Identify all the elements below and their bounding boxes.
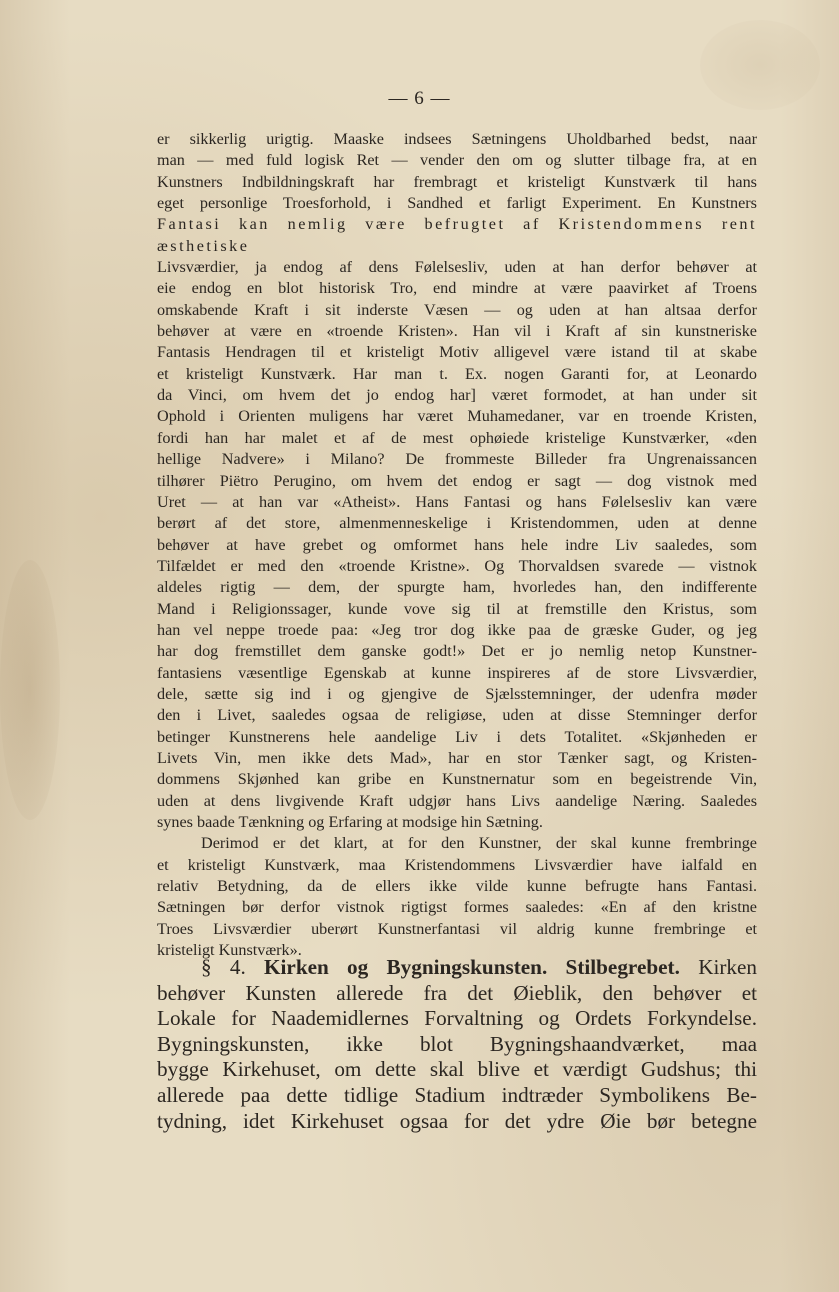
paper-stain <box>0 560 60 820</box>
text-line: synes baade Tænkning og Erfaring at modsige hin Sætning. <box>157 813 543 831</box>
text-line: omskabende Kraft i sit inderste Væsen — og uden at han altsaa derfor <box>157 300 757 319</box>
paragraph-1 <box>157 129 757 833</box>
text-line: kristeligt Kunstværk». <box>157 941 302 960</box>
text-line: Derimod er det klart, at for den Kunstner, der skal kunne frembringe <box>201 834 757 853</box>
text-line: Mand i Religionssager, kunde vove sig til at fremstille den Kristus, som <box>157 599 757 618</box>
text-line: Troes Livsværdier uberørt Kunstnerfantasi vil aldrig kunne frembringe et <box>157 919 757 938</box>
text-line: dommens Skjønhed kan gribe en Kunstnernatur som en begeistrende Vin, <box>157 770 757 789</box>
text-line: uden at dens livgivende Kraft udgjør hans Livs aandelige Næring. Saaledes <box>157 791 757 810</box>
text-line: eget personlige Troesforhold, i Sandhed et farligt Experiment. En Kunstners <box>157 194 757 213</box>
text-line: Ophold i Orienten muligens har været Muhamedaner, var en troende Kristen, <box>157 407 757 426</box>
text-line: da Vinci, om hvem det jo endog har] været formodet, at han under sit <box>157 386 757 405</box>
section-4 <box>157 955 757 1134</box>
section-line: Lokale for Naademidlernes Forvaltning og Ordets Forkyndelse. <box>157 1006 757 1031</box>
text-line: et kristeligt Kunstværk, maa Kristendommens Livsværdier have ialfald en <box>157 855 757 874</box>
text-line: Livets Vin, men ikke dets Mad», har en stor Tænker sagt, og Kristen- <box>157 748 757 767</box>
page-number: — 6 — <box>388 88 451 109</box>
text-line: han vel neppe troede paa: «Jeg tror dog ikke paa de græske Guder, og jeg <box>157 620 757 639</box>
text-line: berørt af det store, almenmenneskelige i Kristendommen, uden at denne <box>157 514 757 533</box>
text-line: Sætningen bør derfor vistnok rigtigst formes saaledes: «En af den kristne <box>157 898 757 917</box>
text-line: er sikkerlig urigtig. Maaske indsees Sætningens Uholdbarhed bedst, naar <box>157 130 757 148</box>
text-line: man — med fuld logisk Ret — vender den om og slutter tilbage fra, at en <box>157 151 757 170</box>
text-line: tilhører Piëtro Perugino, om hvem det endog er sagt — dog vistnok med <box>157 471 757 490</box>
text-line: eie endog en blot historisk Tro, end mindre at være paavirket af Troens <box>157 279 757 298</box>
paragraph-2 <box>157 833 757 961</box>
text-line: Fantasis Hendragen til et kristeligt Motiv alligevel være istand til at skabe <box>157 343 757 362</box>
text-line: hellige Nadvere» i Milano? De frommeste Billeder fra Ungrenaissancen <box>157 450 757 469</box>
section-line: behøver Kunsten allerede fra det Øieblik, den behøver et <box>157 980 757 1005</box>
text-line: dele, sætte sig ind i og gjengive de Sjælsstemninger, der udenfra møder <box>157 684 757 703</box>
text-line: fordi han har malet et af de mest ophøiede kristelige Kunstværker, «den <box>157 428 757 447</box>
text-line: Uret — at han var «Atheist». Hans Fantasi og hans Følelsesliv kan være <box>157 492 757 511</box>
text-line: behøver at have grebet og omformet hans hele indre Liv saaledes, som <box>157 535 757 554</box>
section-text: Kirken <box>698 955 758 979</box>
text-line: fantasiens væsentlige Egenskab at kunne inspireres af de store Livsværdier, <box>157 663 757 682</box>
text-line: den i Livet, saaledes ogsaa de religiøse, uden at disse Stemninger derfor <box>157 706 757 725</box>
text-line: Livsværdier, ja endog af dens Følelsesliv, uden at han derfor behøver at <box>157 258 757 277</box>
body-text <box>157 129 757 961</box>
section-number: § 4. <box>201 955 246 979</box>
section-heading-line <box>157 955 757 981</box>
text-line: Fantasi kan nemlig være befrugtet af Kristendommens rent æsthetiske <box>157 215 757 255</box>
section-title: Kirken og Bygningskunsten. Stilbegrebet. <box>264 955 680 979</box>
text-line: behøver at være en «troende Kristen». Han vil i Kraft af sin kunstneriske <box>157 322 757 341</box>
text-line: Kunstners Indbildningskraft har frembragt et kristeligt Kunstværk til hans <box>157 172 757 191</box>
text-line: et kristeligt Kunstværk. Har man t. Ex. nogen Garanti for, at Leonardo <box>157 364 757 383</box>
text-line: aldeles rigtig — dem, der spurgte ham, hvorledes han, den indifferente <box>157 578 757 597</box>
section-line: allerede paa dette tidlige Stadium indtræder Symbolikens Be- <box>157 1082 757 1107</box>
section-line: tydning, idet Kirkehuset ogsaa for det ydre Øie bør betegne <box>157 1108 757 1133</box>
text-line: betinger Kunstnerens hele aandelige Liv i dets Totalitet. «Skjønheden er <box>157 727 757 746</box>
text-line: Tilfældet er med den «troende Kristne». Og Thorvaldsen svarede — vistnok <box>157 556 757 575</box>
section-line: bygge Kirkehuset, om dette skal blive et værdigt Gudshus; thi <box>157 1057 757 1082</box>
text-line: har dog fremstillet dem ganske godt!» Det er jo nemlig netop Kunstner- <box>157 642 757 661</box>
section-line: Bygningskunsten, ikke blot Bygningshaandværket, maa <box>157 1031 757 1056</box>
text-line: relativ Betydning, da de ellers ikke vilde kunne befrugte hans Fantasi. <box>157 877 757 896</box>
